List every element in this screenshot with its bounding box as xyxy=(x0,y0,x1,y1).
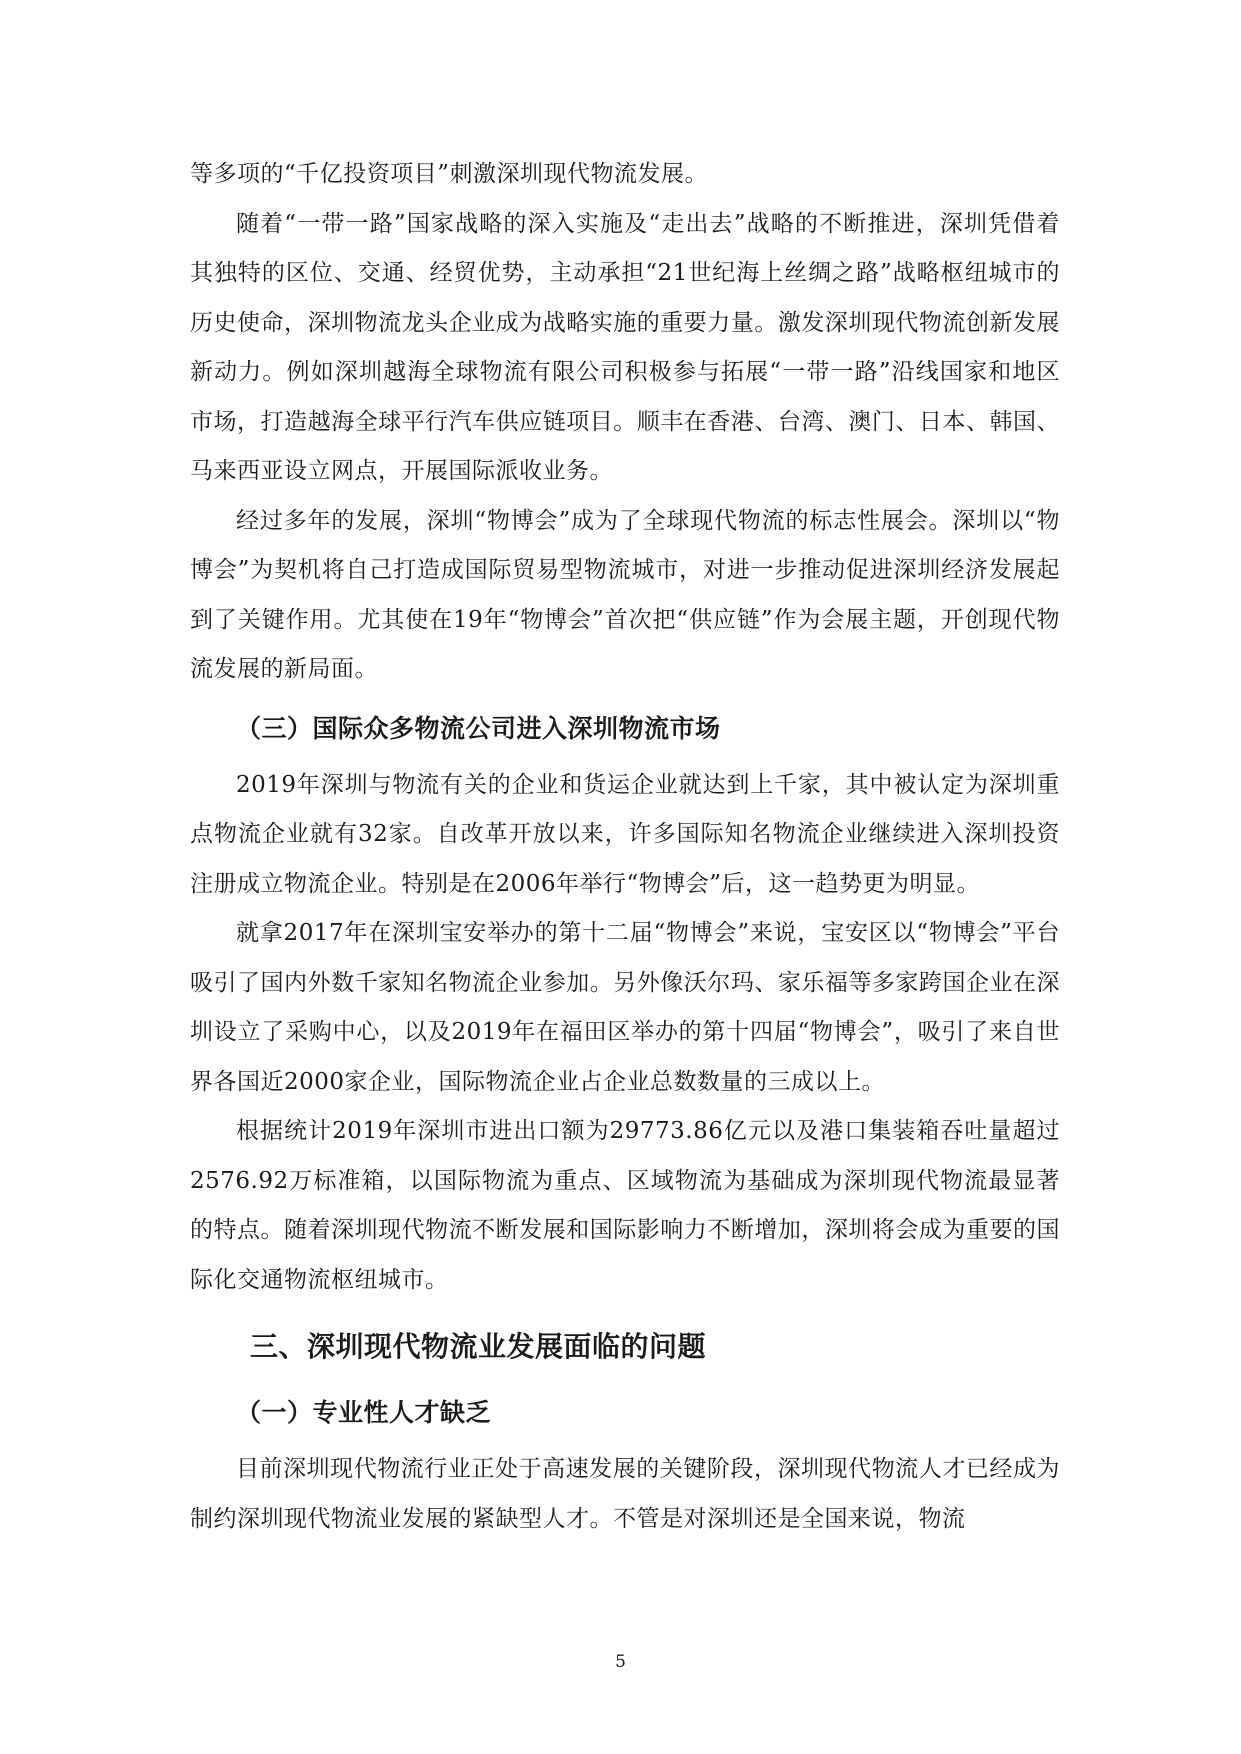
paragraph-statistics: 根据统计2019年深圳市进出口额为29773.86亿元以及港口集装箱吞吐量超过2576.92万标准箱，以国际物流为重点、区域物流为基础成为深圳现代物流最显著的特点。随着深圳现代物流不断发展和国际影响力不断增加，深圳将会成为重要的国际化交通物流枢纽城市。 xyxy=(190,1118,1060,1293)
paragraph-continuation: 等多项的“千亿投资项目”刺激深圳现代物流发展。 xyxy=(190,161,709,187)
paragraph-belt-and-road: 随着“一带一路”国家战略的深入实施及“走出去”战略的不断推进，深圳凭借着其独特的区位、交通、经贸优势，主动承担“21世纪海上丝绸之路”战略枢纽城市的历史使命，深圳物流龙头企业成为战略实施的重要力量。激发深圳现代物流创新发展新动力。例如深圳越海全球物流有限公司积极参与拓展“一带一路”沿线国家和地区市场，打造越海全球平行汽车供应链项目。顺丰在香港、台湾、澳门、日本、韩国、马来西亚设立网点，开展国际派收业务。 xyxy=(190,210,1060,484)
subheading-talent-shortage: （一）专业性人才缺乏 xyxy=(236,1398,492,1427)
subheading-international-companies: （三）国际众多物流公司进入深圳物流市场 xyxy=(236,713,721,743)
paragraph-enterprises-2019: 2019年深圳与物流有关的企业和货运企业就达到上千家，其中被认定为深圳重点物流企业就有32家。自改革开放以来，许多国际知名物流企业继续进入深圳投资注册成立物流企业。特别是在2006年举行“物博会”后，这一趋势更为明显。 xyxy=(190,771,1060,897)
paragraph-logistics-expo: 经过多年的发展，深圳“物博会”成为了全球现代物流的标志性展会。深圳以“物博会”为契机将自己打造成国际贸易型物流城市，对进一步推动促进深圳经济发展起到了关键作用。尤其使在19年“物博会”首次把“供应链”作为会展主题，开创现代物流发展的新局面。 xyxy=(190,507,1060,682)
section-heading-problems: 三、深圳现代物流业发展面临的问题 xyxy=(250,1330,707,1363)
paragraph-expo-2017: 就拿2017年在深圳宝安举办的第十二届“物博会”来说，宝安区以“物博会”平台吸引了国内外数千家知名物流企业参加。另外像沃尔玛、家乐福等多家跨国企业在深圳设立了采购中心，以及2019年在福田区举办的第十四届“物博会”，吸引了来自世界各国近2000家企业，国际物流企业占企业总数数量的三成以上。 xyxy=(190,920,1060,1095)
page-content xyxy=(190,150,1060,1544)
paragraph-talent: 目前深圳现代物流行业正处于高速发展的关键阶段，深圳现代物流人才已经成为制约深圳现代物流业发展的紧缺型人才。不管是对深圳还是全国来说，物流 xyxy=(190,1456,1060,1532)
page-number: 5 xyxy=(615,1652,626,1672)
